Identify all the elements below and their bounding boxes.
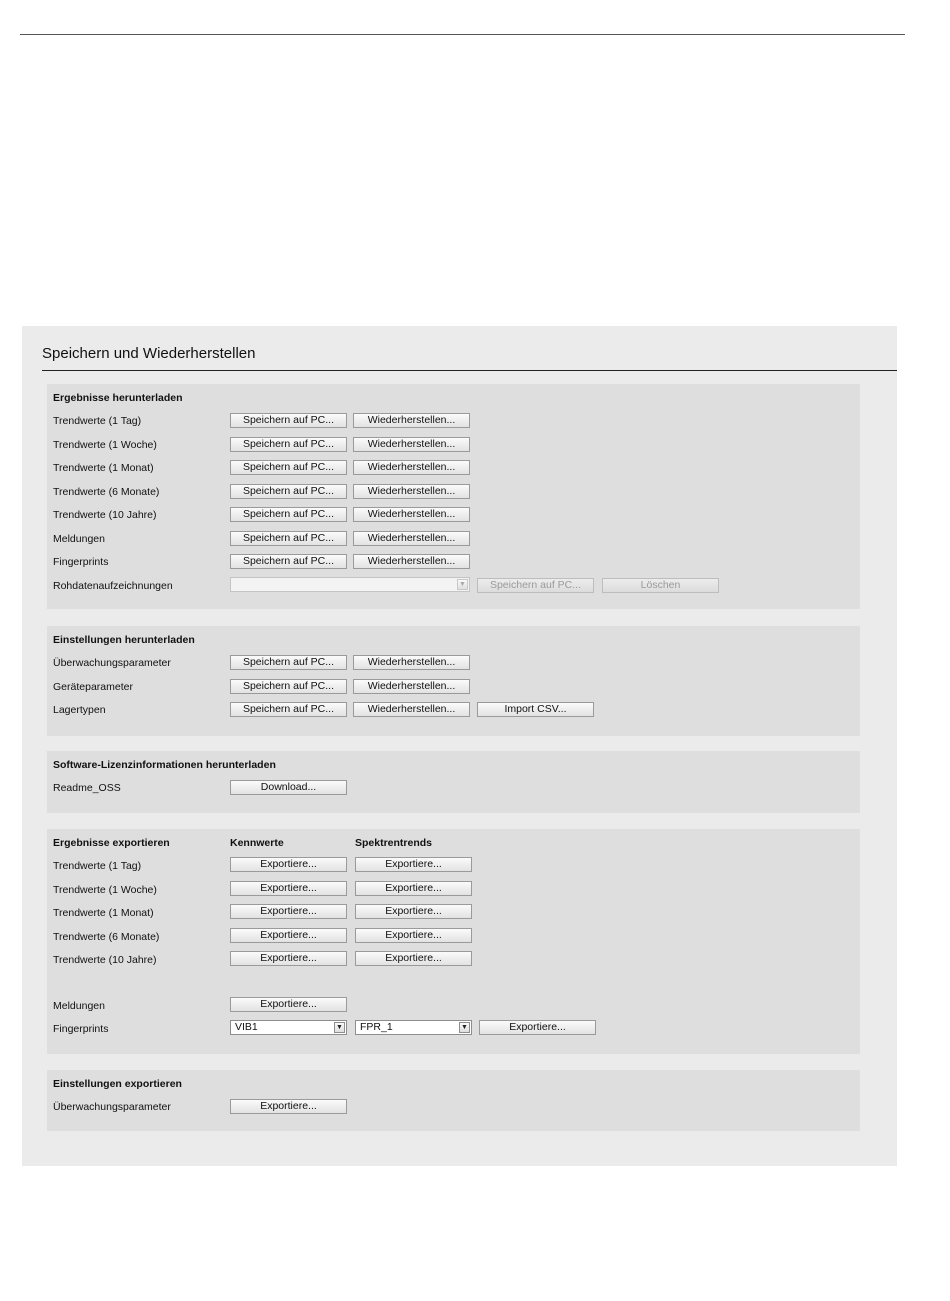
row-label: Meldungen: [53, 1000, 105, 1012]
export-button[interactable]: Exportiere...: [230, 857, 347, 872]
save-to-pc-button[interactable]: Speichern auf PC...: [477, 578, 594, 593]
restore-button[interactable]: Wiederherstellen...: [353, 437, 470, 452]
export-button[interactable]: Exportiere...: [230, 928, 347, 943]
export-button[interactable]: Exportiere...: [355, 928, 472, 943]
row-label: Überwachungsparameter: [53, 1101, 171, 1113]
save-to-pc-button[interactable]: Speichern auf PC...: [230, 702, 347, 717]
export-button[interactable]: Exportiere...: [355, 904, 472, 919]
section-title: Ergebnisse exportieren: [53, 837, 170, 849]
restore-button[interactable]: Wiederherstellen...: [353, 679, 470, 694]
column-header-spektrentrends: Spektrentrends: [355, 837, 433, 849]
row-label: Trendwerte (6 Monate): [53, 486, 160, 498]
restore-button[interactable]: Wiederherstellen...: [353, 702, 470, 717]
section-export-results: [47, 829, 860, 1054]
restore-button[interactable]: Wiederherstellen...: [353, 531, 470, 546]
row-label: Geräteparameter: [53, 681, 133, 693]
export-button[interactable]: Exportiere...: [230, 904, 347, 919]
import-csv-button[interactable]: Import CSV...: [477, 702, 594, 717]
row-label: Trendwerte (1 Woche): [53, 884, 157, 896]
restore-button[interactable]: Wiederherstellen...: [353, 507, 470, 522]
fingerprint-select[interactable]: [355, 1020, 472, 1035]
row-label: Trendwerte (10 Jahre): [53, 954, 157, 966]
section-download-results: [47, 384, 860, 609]
restore-button[interactable]: Wiederherstellen...: [353, 655, 470, 670]
chevron-down-icon: ▼: [457, 579, 468, 590]
column-header-kennwerte: Kennwerte: [230, 837, 284, 849]
export-button[interactable]: Exportiere...: [479, 1020, 596, 1035]
restore-button[interactable]: Wiederherstellen...: [353, 460, 470, 475]
row-label: Trendwerte (1 Monat): [53, 462, 154, 474]
row-label: Trendwerte (1 Tag): [53, 415, 142, 427]
section-title: Einstellungen herunterladen: [53, 634, 195, 646]
section-license: [47, 751, 860, 813]
section-title: Einstellungen exportieren: [53, 1078, 182, 1090]
restore-button[interactable]: Wiederherstellen...: [353, 413, 470, 428]
section-title: Ergebnisse herunterladen: [53, 392, 183, 404]
save-to-pc-button[interactable]: Speichern auf PC...: [230, 460, 347, 475]
row-label: Readme_OSS: [53, 782, 121, 794]
row-label: Trendwerte (1 Tag): [53, 860, 142, 872]
top-divider: [20, 34, 905, 35]
section-export-settings: [47, 1070, 860, 1131]
restore-button[interactable]: Wiederherstellen...: [353, 554, 470, 569]
export-button[interactable]: Exportiere...: [355, 881, 472, 896]
select-value: VIB1: [235, 1021, 258, 1033]
section-title: Software-Lizenzinformationen herunterladen: [53, 759, 276, 771]
title-divider: [42, 370, 897, 371]
row-label: Trendwerte (6 Monate): [53, 931, 160, 943]
export-button[interactable]: Exportiere...: [230, 881, 347, 896]
row-label: Trendwerte (1 Woche): [53, 439, 157, 451]
save-restore-panel: [22, 326, 897, 1166]
save-to-pc-button[interactable]: Speichern auf PC...: [230, 655, 347, 670]
select-value: FPR_1: [360, 1021, 393, 1033]
row-label: Rohdatenaufzeichnungen: [53, 580, 173, 592]
delete-button[interactable]: Löschen: [602, 578, 719, 593]
row-label: Trendwerte (10 Jahre): [53, 509, 157, 521]
chevron-down-icon: ▼: [459, 1022, 470, 1033]
row-label: Meldungen: [53, 533, 105, 545]
row-label: Trendwerte (1 Monat): [53, 907, 154, 919]
save-to-pc-button[interactable]: Speichern auf PC...: [230, 413, 347, 428]
export-button[interactable]: Exportiere...: [355, 857, 472, 872]
row-label: Fingerprints: [53, 1023, 109, 1035]
row-label: Lagertypen: [53, 704, 106, 716]
page-title: Speichern und Wiederherstellen: [42, 345, 256, 362]
chevron-down-icon: ▼: [334, 1022, 345, 1033]
save-to-pc-button[interactable]: Speichern auf PC...: [230, 437, 347, 452]
row-label: Überwachungsparameter: [53, 657, 171, 669]
download-button[interactable]: Download...: [230, 780, 347, 795]
save-to-pc-button[interactable]: Speichern auf PC...: [230, 679, 347, 694]
save-to-pc-button[interactable]: Speichern auf PC...: [230, 507, 347, 522]
row-label: Fingerprints: [53, 556, 109, 568]
export-button[interactable]: Exportiere...: [230, 951, 347, 966]
channel-select[interactable]: [230, 1020, 347, 1035]
export-button[interactable]: Exportiere...: [355, 951, 472, 966]
section-download-settings: [47, 626, 860, 736]
export-button[interactable]: Exportiere...: [230, 1099, 347, 1114]
save-to-pc-button[interactable]: Speichern auf PC...: [230, 531, 347, 546]
export-button[interactable]: Exportiere...: [230, 997, 347, 1012]
save-to-pc-button[interactable]: Speichern auf PC...: [230, 484, 347, 499]
save-to-pc-button[interactable]: Speichern auf PC...: [230, 554, 347, 569]
raw-data-select[interactable]: [230, 577, 470, 592]
restore-button[interactable]: Wiederherstellen...: [353, 484, 470, 499]
